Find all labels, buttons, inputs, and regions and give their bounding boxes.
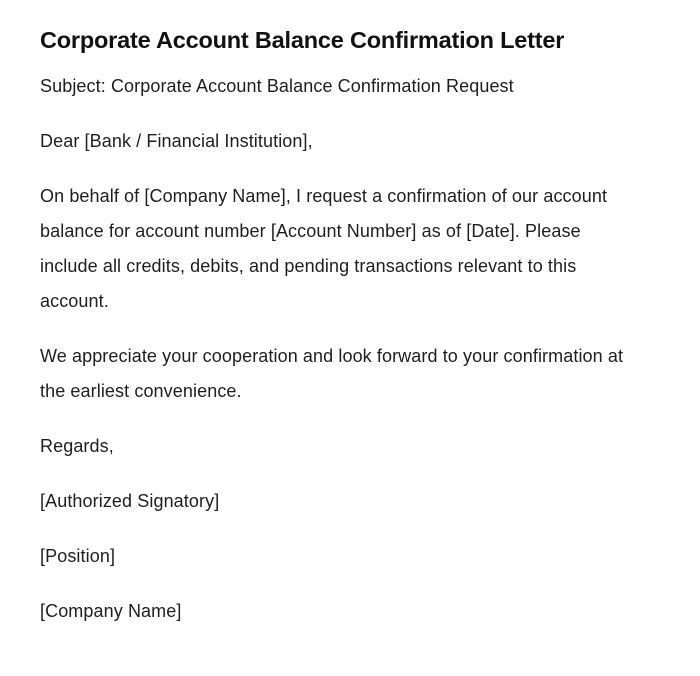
subject-line: Subject: Corporate Account Balance Confirmation Request [40, 76, 514, 96]
signature-company-placeholder: [Company Name] [40, 601, 182, 621]
body-paragraph-closing: We appreciate your cooperation and look forward to your confirmation at the earliest convenience. [40, 346, 624, 401]
page-title: Corporate Account Balance Confirmation Letter [40, 27, 565, 53]
signature-position-placeholder: [Position] [40, 546, 116, 566]
signature-name-placeholder: [Authorized Signatory] [40, 491, 220, 511]
salutation: Dear [Bank / Financial Institution], [40, 131, 313, 151]
body-paragraph-request: On behalf of [Company Name], I request a confirmation of our account balance for account number [Account Number] as of [Date]. Please include all credits, debits, and pending transactions relevant to this account. [40, 186, 608, 311]
signoff: Regards, [40, 436, 114, 456]
